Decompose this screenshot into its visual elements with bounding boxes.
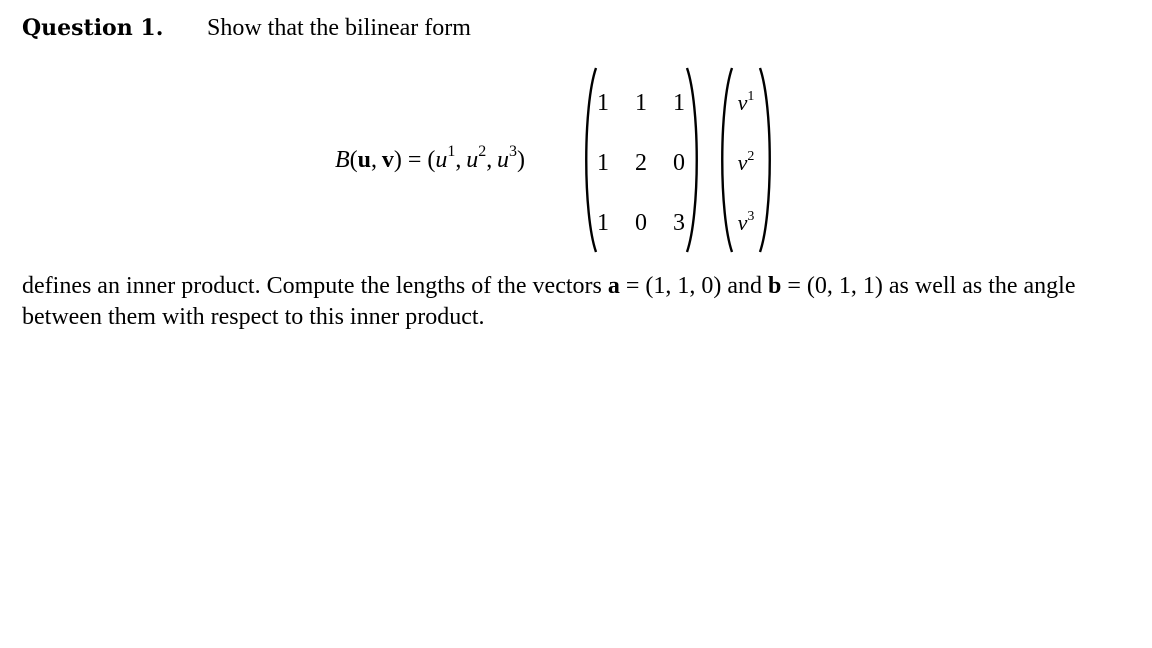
question-intro: Show that the bilinear form xyxy=(207,15,471,41)
lhs-close-equals: ) = ( xyxy=(393,147,436,173)
matrix-cell: 1 xyxy=(597,210,609,236)
u2-base: u xyxy=(466,147,479,173)
symbol-u-bold: u xyxy=(357,147,372,173)
symbol-B: B xyxy=(335,147,350,173)
vector-entry-base: v xyxy=(737,150,748,175)
vector-entry-sup: 1 xyxy=(747,88,755,104)
vector-a-symbol: a xyxy=(607,273,620,299)
symbol-v-bold: v xyxy=(381,147,394,173)
vector-entry-base: v xyxy=(737,210,748,235)
question-body xyxy=(22,271,1132,333)
question-heading: Question 1. xyxy=(22,15,164,41)
u1-base: u xyxy=(435,147,448,173)
u3-sup: 3 xyxy=(509,143,517,160)
u3-base: u xyxy=(497,147,509,173)
u2-sup: 2 xyxy=(478,143,487,160)
equation-lhs: B(u, $v) = (u^1$, $u^2$, $u^3$) xyxy=(335,143,525,173)
matrix-cell: 0 xyxy=(673,150,685,176)
matrix-cell: 3 xyxy=(673,210,685,236)
u1-sup: 1 xyxy=(447,143,456,160)
vector-entry xyxy=(726,209,766,237)
lhs-comma: , xyxy=(371,147,378,173)
vector-entry xyxy=(726,89,766,117)
matrix-cell: 0 xyxy=(635,210,647,236)
vector-a-value: = (1, 1, 0) and xyxy=(619,273,769,299)
body-part-1: defines an inner product. Compute the lengths of the vectors xyxy=(22,273,608,299)
matrix-cell: 1 xyxy=(597,90,609,116)
vector-entry xyxy=(726,149,766,177)
matrix-cell: 1 xyxy=(635,90,647,116)
row-close-paren: ) xyxy=(517,147,525,173)
vector-b-symbol: b xyxy=(768,273,782,299)
matrix-cell: 1 xyxy=(673,90,685,116)
matrix-cell: 1 xyxy=(597,150,609,176)
matrix-cell: 2 xyxy=(635,150,647,176)
vector-entry-base: v xyxy=(737,90,748,115)
vector-entry-sup: 3 xyxy=(747,208,755,224)
lhs-open-paren: ( xyxy=(349,147,358,173)
vector-entry-sup: 2 xyxy=(747,148,755,164)
vector-b-value: = (0, 1, 1) as well as the angle between them with respect to this inner product. xyxy=(22,273,1076,330)
